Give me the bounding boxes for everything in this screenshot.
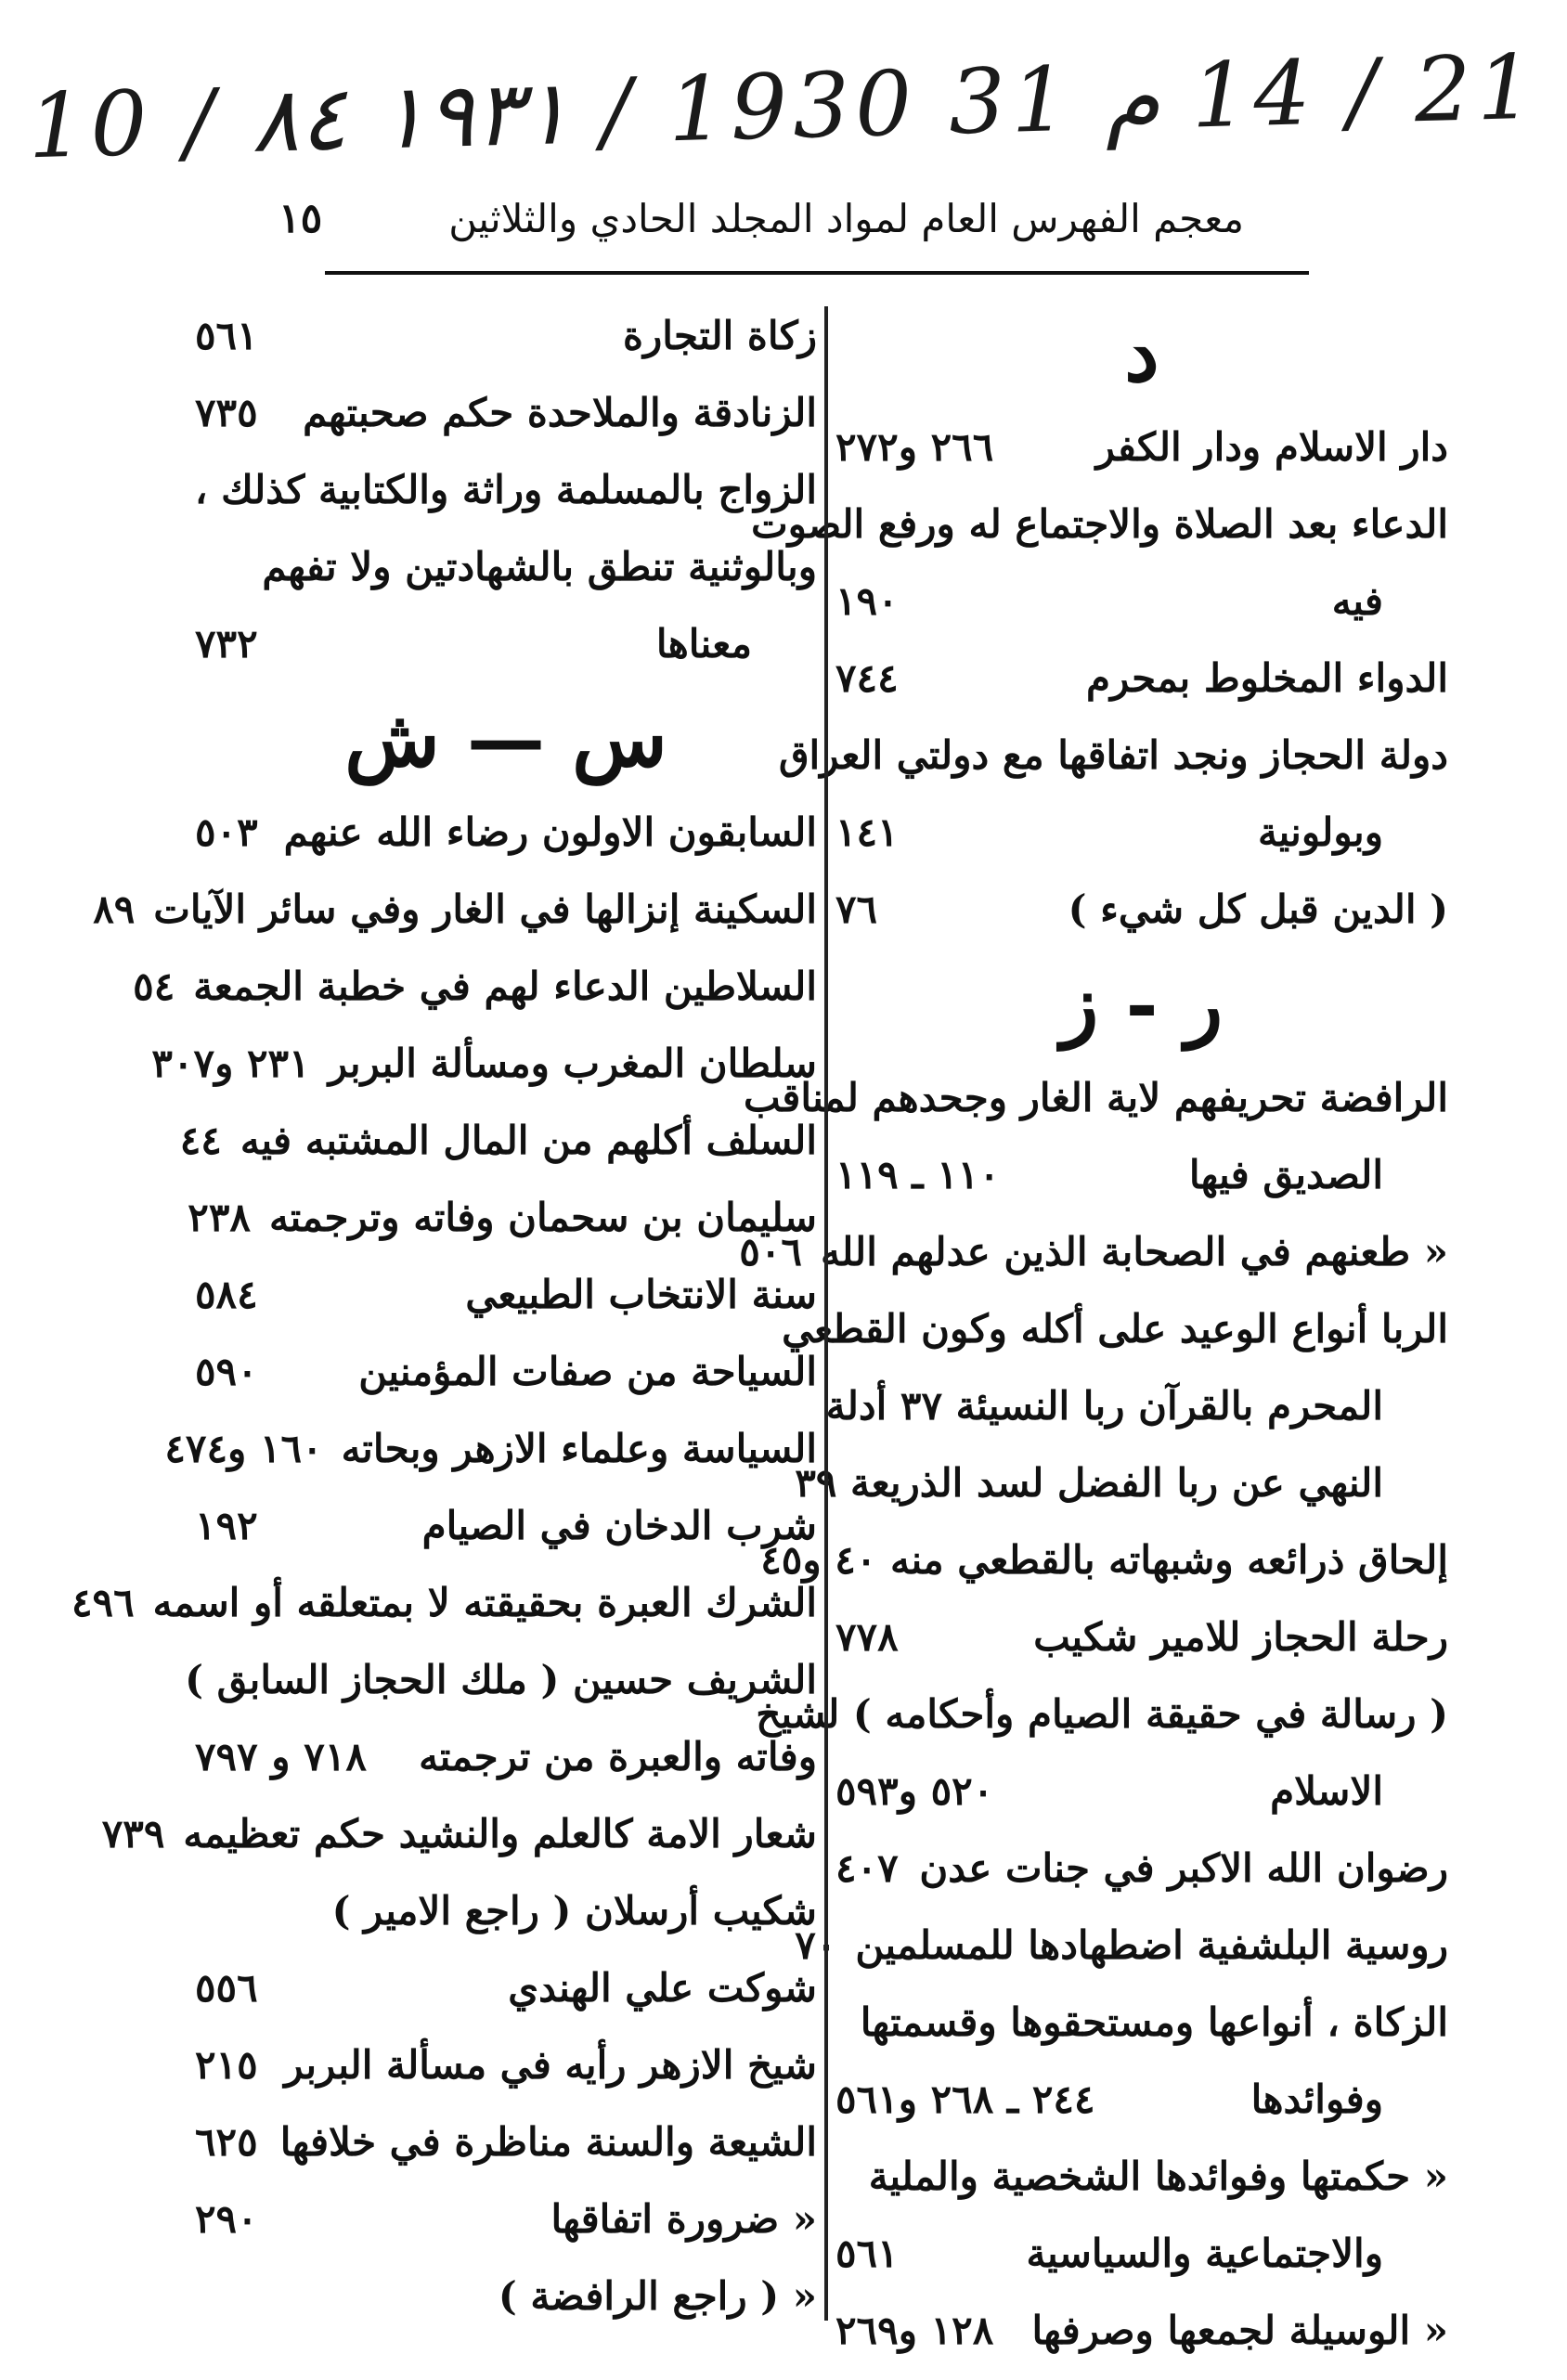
entry-term: وفوائدها xyxy=(1250,2076,1383,2122)
entry-term: السياحة من صفات المؤمنين xyxy=(358,1348,817,1394)
letter-heading: د xyxy=(1124,306,1159,399)
entry-term: النهي عن ربا الفضل لسد الذريعة ٣٩ xyxy=(795,1459,1383,1506)
index-entry xyxy=(195,794,817,871)
entry-term: الرافضة تحريفهم لاية الغار وجحدهم لمناقب xyxy=(744,1074,1448,1120)
entry-term: السياسة وعلماء الازهر وبحاته xyxy=(341,1425,817,1471)
entry-term: روسية البلشفية اضطهادها للمسلمين xyxy=(855,1921,1448,1968)
index-entry xyxy=(778,717,1448,794)
entry-term: السلاطين الدعاء لهم في خطبة الجمعة xyxy=(193,963,817,1009)
entry-term: سليمان بن سحمان وفاته وترجمته xyxy=(268,1194,817,1240)
index-entry xyxy=(835,2292,1448,2369)
entry-page-ref: ٤٤ xyxy=(179,1117,222,1163)
entry-page-ref: ١١٠ ـ ١١٩ xyxy=(835,1151,1000,1197)
entry-term: زكاة التجارة xyxy=(622,312,817,358)
handwritten-fragment: / xyxy=(600,58,639,164)
entry-term: « الوسيلة لجمعها وصرفها xyxy=(1031,2307,1448,2353)
entry-term: ( الدين قبل كل شيء ) xyxy=(1068,886,1448,932)
index-entry xyxy=(751,485,1448,563)
entry-page-ref: ١٩٠ xyxy=(835,577,899,624)
entry-term: الصديق فيها xyxy=(1188,1151,1383,1197)
entry-term: رحلة الحجاز للامير شكيب xyxy=(1033,1613,1448,1660)
entry-page-ref: ١٤١ xyxy=(835,808,899,855)
entry-term: فيه xyxy=(1331,577,1383,624)
index-entry xyxy=(744,1059,1448,1136)
entry-term: سلطان المغرب ومسألة البربر xyxy=(328,1040,817,1086)
index-entry xyxy=(151,1025,817,1102)
index-entry xyxy=(835,2061,1448,2138)
entry-term: الزكاة ، أنواعها ومستحقوها وقسمتها xyxy=(860,1998,1448,2045)
index-entry xyxy=(835,794,1448,871)
index-entry xyxy=(195,1256,817,1333)
index-entry xyxy=(835,1136,1448,1213)
index-entry xyxy=(825,1367,1448,1444)
entry-term: وبالوثنية تنطق بالشهادتين ولا تفهم xyxy=(262,543,817,589)
entry-term: ( رسالة في حقيقة الصيام وأحكامه ) لشيخ xyxy=(756,1690,1448,1737)
handwritten-fragment: ١٩٣١ xyxy=(377,60,572,170)
handwritten-fragment: 10 xyxy=(26,71,154,179)
handwritten-fragment: م xyxy=(1103,45,1161,150)
entry-page-ref: ٥٦١ xyxy=(835,2230,899,2276)
entry-term: الدعاء بعد الصلاة والاجتماع له ورفع الصوت xyxy=(751,500,1448,547)
entry-term: شرب الدخان في الصيام xyxy=(421,1502,817,1548)
index-entry xyxy=(835,871,1448,948)
entry-page-ref: ٢٦٦ و٢٧٢ xyxy=(835,423,994,470)
entry-page-ref: ٧٣٩ xyxy=(101,1810,165,1856)
index-entry xyxy=(133,948,817,1025)
handwritten-fragment: 21 xyxy=(1413,34,1541,143)
index-entry xyxy=(835,2138,1448,2215)
entry-page-ref: ٢٣٨ xyxy=(188,1194,251,1240)
handwritten-fragment: / xyxy=(1345,39,1385,145)
entry-page-ref: ٥٤ xyxy=(133,963,175,1009)
page-header xyxy=(278,186,1244,251)
entry-term: الشريف حسين ( ملك الحجاز السابق ) xyxy=(185,1656,817,1702)
index-entry xyxy=(195,2257,817,2335)
handwritten-fragment: 1930 xyxy=(667,51,919,162)
entry-page-ref: ٧٣٥ xyxy=(195,389,258,435)
entry-term: شعار الامة كالعلم والنشيد حكم تعظيمه xyxy=(183,1810,817,1856)
entry-page-ref: ١٩٢ xyxy=(195,1502,258,1548)
index-entry xyxy=(195,451,817,528)
index-entry xyxy=(195,1487,817,1564)
index-entry xyxy=(835,640,1448,717)
entry-term: « طعنهم في الصحابة الذين عدلهم الله xyxy=(820,1228,1448,1274)
entry-page-ref: ٢٩٠ xyxy=(195,2195,258,2242)
entry-page-ref: ٤٩٦ xyxy=(71,1579,135,1625)
entry-page-ref: ٥٥٦ xyxy=(195,1964,258,2011)
entry-term: رضوان الله الاكبر في جنات عدن xyxy=(919,1844,1448,1891)
entry-term: معناها xyxy=(655,620,752,666)
entry-page-ref: ٧٠ xyxy=(795,1921,837,1968)
index-entry xyxy=(195,297,817,374)
entry-page-ref: ١٦٠ و٤٧٤ xyxy=(164,1425,323,1471)
entry-page-ref: ٢٤٤ ـ ٢٦٨ و٥٦١ xyxy=(835,2076,1095,2122)
index-entry xyxy=(71,1564,817,1641)
index-entry xyxy=(164,1410,817,1487)
index-entry xyxy=(760,1521,1448,1598)
entry-page-ref: ٥٩٠ xyxy=(195,1348,258,1394)
entry-term: « حكمتها وفوائدها الشخصية والملية xyxy=(868,2153,1448,2199)
entry-term: « ( راجع الرافضة ) xyxy=(498,2272,817,2319)
entry-term: الشرك العبرة بحقيقته لا بمتعلقه أو اسمه xyxy=(152,1579,817,1625)
index-entry xyxy=(93,871,817,948)
entry-term: الزواج بالمسلمة وراثة والكتابية كذلك ، xyxy=(194,466,817,512)
index-entry xyxy=(195,1872,817,1949)
index-entry xyxy=(739,1213,1448,1290)
index-entry xyxy=(795,1444,1448,1521)
index-entry xyxy=(195,528,817,605)
index-entry xyxy=(835,2215,1448,2292)
index-entry xyxy=(795,1907,1448,1984)
index-entry xyxy=(756,1675,1448,1753)
entry-page-ref: ٧٣٢ xyxy=(195,620,258,666)
index-entry xyxy=(195,605,817,682)
entry-page-ref: ٢٣١ و٣٠٧ xyxy=(151,1040,310,1086)
handwritten-fragment: ٨٤ xyxy=(250,66,349,173)
entry-page-ref: ٧١٨ و ٧٩٧ xyxy=(195,1733,367,1779)
entry-term: الزنادقة والملاحدة حكم صحبتهم xyxy=(303,389,817,435)
index-entry xyxy=(835,1753,1448,1830)
index-entry xyxy=(835,563,1448,640)
entry-term: الدواء المخلوط بمحرم xyxy=(1085,654,1448,701)
header-rule xyxy=(325,271,1309,275)
letter-heading: س — ش xyxy=(344,692,667,784)
entry-term: الاسلام xyxy=(1270,1767,1383,1814)
entry-term: إلحاق ذرائعه وشبهاته بالقطعي منه ٤٠ و٤٥ xyxy=(760,1536,1448,1583)
index-entry xyxy=(188,1179,817,1256)
index-entry xyxy=(835,1598,1448,1675)
entry-term: المحرم بالقرآن ربا النسيئة ٣٧ أدلة xyxy=(825,1382,1383,1429)
entry-page-ref: ٥٨٤ xyxy=(195,1271,258,1317)
index-entry xyxy=(195,2180,817,2257)
index-entry xyxy=(782,1290,1448,1367)
entry-page-ref: ٧٦ xyxy=(835,886,878,932)
entry-term: دار الاسلام ودار الكفر xyxy=(1095,423,1448,470)
entry-term: سنة الانتخاب الطبيعي xyxy=(465,1271,817,1317)
entry-term: شيخ الازهر رأيه في مسألة البربر xyxy=(284,2041,817,2088)
letter-heading: ر - ز xyxy=(1060,957,1224,1050)
entry-term: والاجتماعية والسياسية xyxy=(1026,2230,1383,2276)
handwritten-fragment: 14 xyxy=(1189,41,1317,149)
entry-term: « ضرورة اتفاقها xyxy=(550,2195,817,2242)
entry-page-ref: ٥٠٣ xyxy=(195,808,258,855)
entry-term: السكينة إنزالها في الغار وفي سائر الآيات xyxy=(153,886,817,932)
running-title: معجم الفهرس العام لمواد المجلد الحادي والثلاثين xyxy=(448,195,1244,241)
index-entry xyxy=(835,408,1448,485)
index-entry xyxy=(101,1795,817,1872)
entry-term: الشيعة والسنة مناظرة في خلافها xyxy=(279,2118,817,2165)
index-entry xyxy=(179,1102,817,1179)
index-entry xyxy=(185,1641,817,1718)
index-entry xyxy=(195,1718,817,1795)
index-entry xyxy=(195,374,817,451)
entry-page-ref: ٥٢٠ و٥٩٣ xyxy=(835,1767,994,1814)
handwritten-fragment: 31 xyxy=(947,46,1075,155)
entry-page-ref: ١٢٨ و٢٦٩ xyxy=(835,2307,994,2353)
index-entry xyxy=(835,1830,1448,1907)
entry-term: شكيب أرسلان ( راجع الامير ) xyxy=(331,1887,817,1934)
page-number: ١٥ xyxy=(278,194,323,242)
entry-term: دولة الحجاز ونجد اتفاقها مع دولتي العراق xyxy=(778,731,1448,778)
entry-page-ref: ٧٤٤ xyxy=(835,654,899,701)
index-entry xyxy=(195,1333,817,1410)
column-divider xyxy=(824,306,828,2321)
left-column xyxy=(71,297,817,2335)
index-entry xyxy=(195,2026,817,2103)
entry-term: الربا أنواع الوعيد على أكله وكون القطعي xyxy=(782,1305,1448,1352)
entry-page-ref: ٥٦١ xyxy=(195,312,258,358)
index-entry xyxy=(195,1949,817,2026)
entry-term: وفاته والعبرة من ترجمته xyxy=(419,1733,817,1779)
entry-term: وبولونية xyxy=(1257,808,1383,855)
entry-page-ref: ٥٠٦ xyxy=(739,1228,802,1274)
handwritten-fragment: / xyxy=(182,69,222,175)
entry-page-ref: ٨٩ xyxy=(93,886,136,932)
handwritten-note xyxy=(26,18,1540,197)
right-column xyxy=(739,297,1448,2369)
entry-term: السلف أكلهم من المال المشتبه فيه xyxy=(240,1117,817,1163)
entry-page-ref: ٧٧٨ xyxy=(835,1613,899,1660)
index-entry xyxy=(835,1984,1448,2061)
index-entry xyxy=(195,2103,817,2180)
entry-page-ref: ٢١٥ xyxy=(195,2041,258,2088)
entry-page-ref: ٤٠٧ xyxy=(835,1844,899,1891)
entry-term: شوكت علي الهندي xyxy=(508,1964,817,2011)
entry-page-ref: ٦٢٥ xyxy=(195,2118,258,2165)
entry-term: السابقون الاولون رضاء الله عنهم xyxy=(283,808,817,855)
